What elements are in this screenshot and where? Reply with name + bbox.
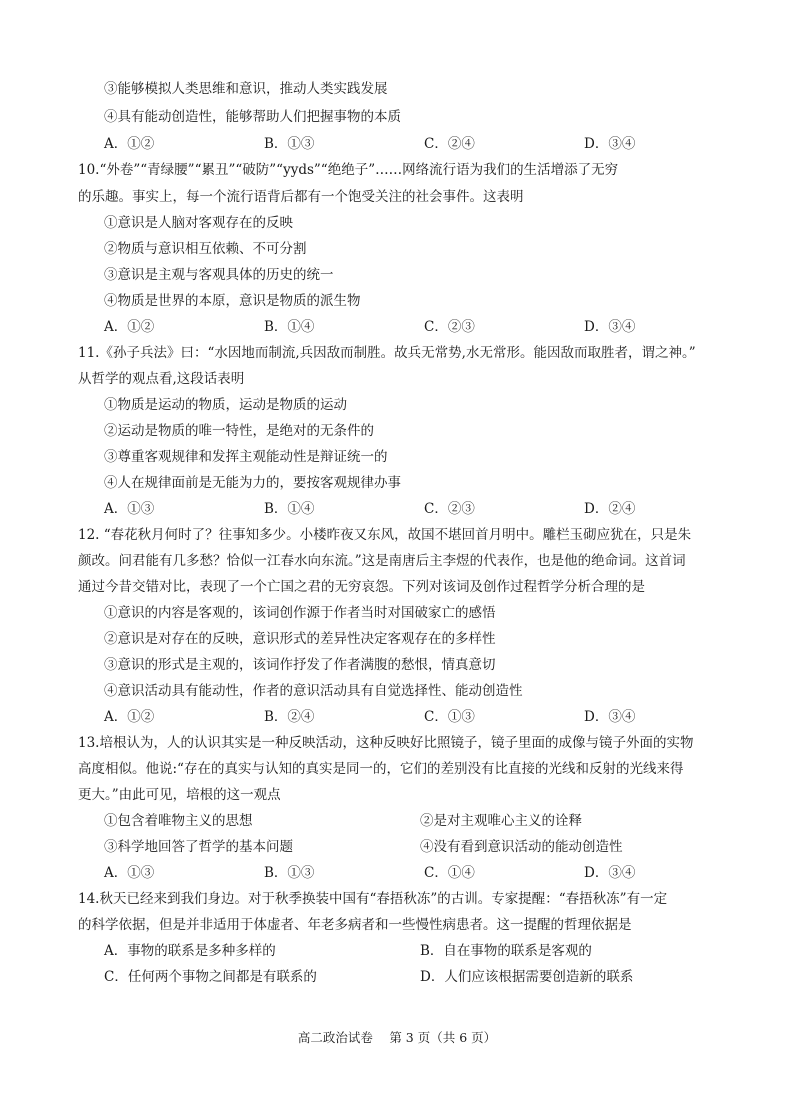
answer-c: C．①④: [424, 865, 475, 881]
answer-b: B．①③: [264, 136, 315, 152]
question-13-stem: 高度相似。他说:“存在的真实与认知的真实是同一的，它们的差别没有比直接的光线和反射的光线来得: [78, 761, 684, 777]
answer-d: D．③④: [584, 709, 636, 725]
question-10-stem: 10.“外卷”“青绿腰”“累丑”“破防”“yyds”“绝绝子”……网络流行语为我们的生活增添了无穷: [78, 162, 619, 178]
question-13-stem: 更大。”由此可见，培根的这一观点: [78, 787, 281, 803]
statement-2: ②意识是对存在的反映，意识形式的差异性决定客观存在的多样性: [104, 631, 496, 647]
answer-options-q12: [104, 707, 724, 727]
statement-4: ④没有看到意识活动的能动创造性: [420, 839, 623, 855]
statement-3: ③意识是主观与客观具体的历史的统一: [104, 267, 334, 283]
answer-options-q9: [104, 134, 724, 154]
statement-3: ③意识的形式是主观的，该词作抒发了作者满腹的愁恨，情真意切: [104, 657, 496, 673]
answer-c: C．②④: [424, 136, 475, 152]
statement-3: ③尊重客观规律和发挥主观能动性是辩证统一的: [104, 449, 388, 465]
statement-2: ②物质与意识相互依赖、不可分割: [104, 241, 307, 257]
choice-row: [104, 941, 724, 961]
question-14-stem: 14.秋天已经来到我们身边。对于秋季换装中国有“春捂秋冻”的古训。专家提醒：“春捂秋冻”有一定: [78, 891, 668, 907]
answer-b: B．①④: [264, 319, 315, 335]
question-13-stem: 13.培根认为，人的认识其实是一种反映活动，这种反映好比照镜子，镜子里面的成像与镜子外面的实物: [78, 735, 694, 751]
statement-3: ③科学地回答了哲学的基本问题: [104, 839, 293, 855]
answer-c: C．②③: [424, 319, 475, 335]
choice-row: [104, 967, 724, 987]
question-11-stem: 11.《孙子兵法》曰：“水因地而制流,兵因敌而制胜。故兵无常势,水无常形。能因敌而取胜者，谓之神。”: [78, 345, 696, 361]
question-11-stem: 从哲学的观点看,这段话表明: [78, 371, 245, 387]
answer-c: C．①③: [424, 709, 475, 725]
option-statement-4: ④具有能动创造性，能够帮助人们把握事物的本质: [104, 109, 401, 125]
answer-d: D．③④: [584, 136, 636, 152]
answer-b: B．②④: [264, 709, 315, 725]
answer-b: B．自在事物的联系是客观的: [420, 943, 592, 959]
statement-4: ④人在规律面前是无能为力的，要按客观规律办事: [104, 475, 401, 491]
statement-2: ②运动是物质的唯一特性，是绝对的无条件的: [104, 423, 374, 439]
answer-a: A．事物的联系是多种多样的: [104, 943, 276, 959]
statement-4: ④物质是世界的本原，意识是物质的派生物: [104, 293, 361, 309]
answer-c: C．任何两个事物之间都是有联系的: [104, 969, 317, 985]
answer-a: A．①③: [104, 501, 155, 517]
answer-a: A．①②: [104, 709, 155, 725]
question-12-stem: 12. “春花秋月何时了？往事知多少。小楼昨夜又东风，故国不堪回首月明中。雕栏玉砌应犹在，只是朱: [78, 527, 692, 543]
question-10-stem: 的乐趣。事实上，每一个流行语背后都有一个饱受关注的社会事件。这表明: [78, 189, 524, 205]
answer-a: A．①②: [104, 136, 155, 152]
answer-b: B．①③: [264, 865, 315, 881]
statement-2: ②是对主观唯心主义的诠释: [420, 813, 582, 829]
answer-b: B．①④: [264, 501, 315, 517]
answer-d: D．③④: [584, 319, 636, 335]
answer-options-q11: [104, 499, 724, 519]
question-12-stem: 颜改。问君能有几多愁？恰似一江春水向东流。”这是南唐后主李煜的代表作，也是他的绝命词。这首词: [78, 553, 686, 569]
statement-1: ①包含着唯物主义的思想: [104, 813, 253, 829]
answer-a: A．①②: [104, 319, 155, 335]
statement-1: ①物质是运动的物质，运动是物质的运动: [104, 397, 347, 413]
statement-row: [104, 811, 724, 831]
answer-d: D．②④: [584, 501, 636, 517]
answer-d: D．③④: [584, 865, 636, 881]
statement-row: [104, 837, 724, 857]
option-statement-3: ③能够模拟人类思维和意识，推动人类实践发展: [104, 81, 388, 97]
page-footer: 高二政治试卷 第 3 页（共 6 页）: [297, 1030, 497, 1045]
question-12-stem: 通过今昔交错对比，表现了一个亡国之君的无穷哀怨。下列对该词及创作过程哲学分析合理的是: [78, 579, 645, 595]
answer-options-q10: [104, 317, 724, 337]
statement-1: ①意识是人脑对客观存在的反映: [104, 215, 293, 231]
statement-1: ①意识的内容是客观的，该词创作源于作者当时对国破家亡的感悟: [104, 605, 496, 621]
question-14-stem: 的科学依据，但是并非适用于体虚者、年老多病者和一些慢性病患者。这一提醒的哲理依据是: [78, 917, 632, 933]
answer-c: C．②③: [424, 501, 475, 517]
answer-d: D．人们应该根据需要创造新的联系: [420, 969, 634, 985]
answer-a: A．①③: [104, 865, 155, 881]
answer-options-q13: [104, 863, 724, 883]
statement-4: ④意识活动具有能动性，作者的意识活动具有自觉选择性、能动创造性: [104, 683, 523, 699]
